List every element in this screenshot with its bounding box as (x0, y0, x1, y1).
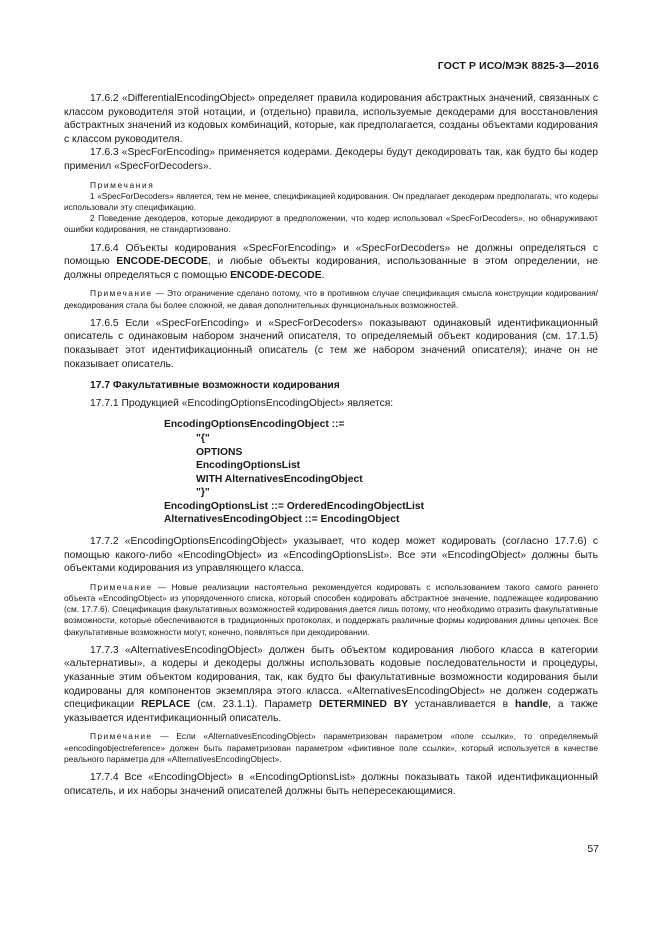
paragraph-17-7-4: 17.7.4 Все «EncodingObject» в «EncodingOptionsList» должны показывать такой идентификационный описатель, и их наборы значений описателей должны быть непересекающимися. (64, 772, 598, 797)
code-line: "}" (196, 487, 210, 499)
code-line: "{" (196, 432, 210, 444)
page-content (64, 92, 598, 798)
note-alternatives-parameter: Примечание — Если «AlternativesEncodingObject» параметризован параметром «поле ссылки», то определяемый «encodingobjectreference» должен быть параметризован параметром «фиктивное поле ссылки», который используется в качестве реального параметра для «AlternativesEncodingObject». (64, 731, 598, 764)
paragraph-17-6-4: 17.6.4 Объекты кодирования «SpecForEncoding» и «SpecForDecoders» не должны определяться с помощью ENCODE-DECODE, и любые объекты кодирования, использованные в этом определении, не должны определяться с помощью ENCODE-DECODE. (64, 242, 598, 281)
code-line: EncodingOptionsList ::= OrderedEncodingObjectList (164, 500, 425, 512)
code-block-production (164, 418, 598, 527)
code-line: EncodingOptionsList (196, 460, 301, 472)
paragraph-17-6-5: 17.6.5 Если «SpecForEncoding» и «SpecForDecoders» показывают одинаковый идентификационный описатель с одинаковым набором значений описателя, то определяемый объект кодирования (см. 17.1.5) показывает этот идентификационный описатель (с тем же набором значений описателя); иначе он не показывает описатель. (64, 317, 598, 370)
page-number: 57 (587, 843, 599, 855)
note-encode-decode: Примечание — Это ограничение сделано потому, что в противном случае спецификация смысла конструкции кодирования/декодирования стала бы более сложной, не давая дополнительных функциональных возможностей. (64, 288, 598, 310)
code-line: AlternativesEncodingObject ::= EncodingObject (164, 514, 400, 526)
paragraph-17-6-2: 17.6.2 «DifferentialEncodingObject» определяет правила кодирования абстрактных значений, связанных с классом руководителя этой нотации, и (отдельно) правила, используемые декодерами для восстановления абстрактных значений из кодовых комбинаций, которые, как предполагается, созданы объектами кодирования с классом руководителя. (64, 93, 598, 145)
code-line: OPTIONS (196, 446, 243, 458)
note-new-implementations: Примечание — Новые реализации настоятельно рекомендуется кодировать с использованием такого самого раннего объекта «EncodingObject» из упорядоченного списка, который способен кодировать абстрактное значение, подлежащее кодированию (см. 17.7.6). Спецификация факультативных возможностей кодирования дается лишь потому, что необходимо отразить факультативные возможности, которые обеспечиваются в традиционных протоколах, и поддержать различные формы кодирования длины цепочек. Все факультативные возможности могут, конечно, появляться при декодировании. (64, 581, 598, 637)
paragraph-17-7-1: 17.7.1 Продукцией «EncodingOptionsEncodingObject» является: (90, 397, 394, 409)
paragraph-17-6-3: 17.6.3 «SpecForEncoding» применяется кодерами. Декодеры будут декодировать так, как будто бы кодер применил «SpecForDecoders». (64, 147, 598, 172)
note-2: 2 Поведение декодеров, которые декодируют в предположении, что кодер использовал «SpecForDecoders», но обнаруживают ошибки кодирования, не стандартизовано. (64, 213, 598, 235)
code-line: WITH AlternativesEncodingObject (196, 473, 363, 485)
paragraph-17-7-2: 17.7.2 «EncodingOptionsEncodingObject» указывает, что кодер может кодировать (согласно 17.7.6) с помощью какого-либо «EncodingObject» из «EncodingOptionsList». Все эти «EncodingObject» должны быть объектами кодирования из управляющего класса. (64, 536, 598, 575)
page-header-standard: ГОСТ Р ИСО/МЭК 8825-3—2016 (437, 60, 599, 72)
note-1: 1 «SpecForDecoders» является, тем не менее, спецификацией кодирования. Он предлагает декодерам предполагать, что кодеры использовали эту спецификацию. (64, 190, 598, 212)
paragraph-17-7-3: 17.7.3 «AlternativesEncodingObject» должен быть объектом кодирования любого класса в категории «альтернативы», а кодеры и декодеры должны использовать кодовые последовательности и процедуры, указанные этим объектом кодирования, так, как будто бы факультативные возможности кодирования были кодированы для компонентов экземпляра этого класса. «AlternativesEncodingObject» не должен содержать спецификации REPLACE (см. 23.1.1). Параметр DETERMINED BY устанавливается в handle, а также указывается идентификационный описатель. (64, 644, 598, 724)
section-heading-17-7: 17.7 Факультативные возможности кодирования (90, 380, 340, 392)
code-line: EncodingOptionsEncodingObject ::= (164, 419, 345, 431)
notes-heading: Примечания (90, 179, 155, 190)
